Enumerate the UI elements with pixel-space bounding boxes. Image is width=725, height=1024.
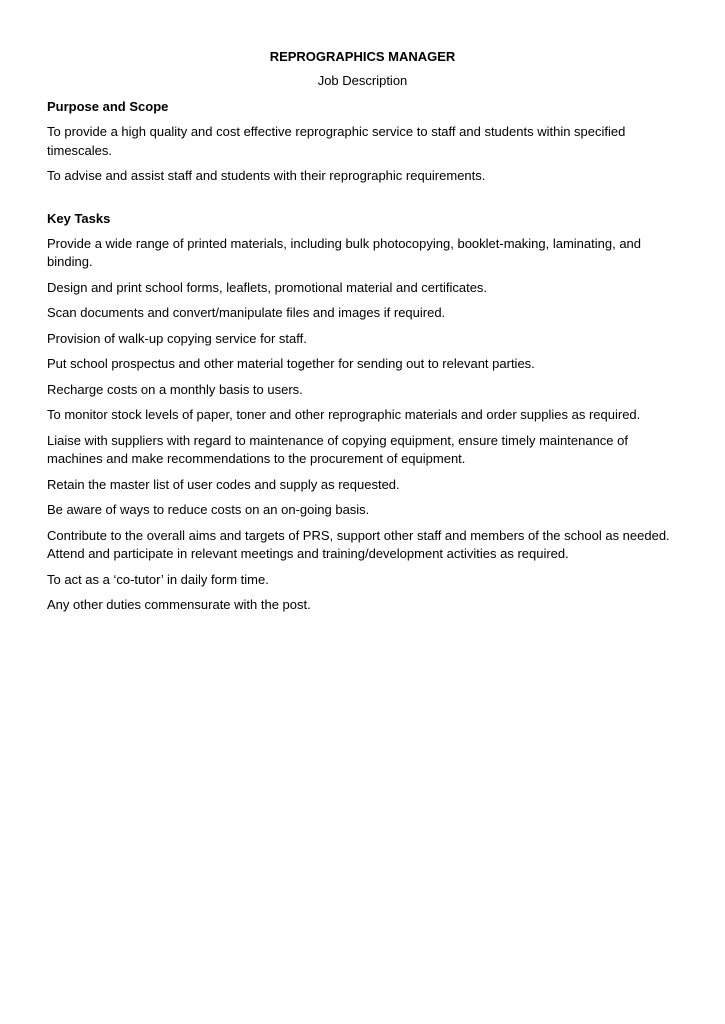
key-task-item: Provide a wide range of printed materials, including bulk photocopying, booklet-making, laminating, and binding. xyxy=(47,235,642,269)
key-task-item: Liaise with suppliers with regard to maintenance of copying equipment, ensure timely maintenance of machines and make recommendations to the procurement of equipment. xyxy=(47,432,628,466)
document-subtitle: Job Description xyxy=(317,73,408,88)
key-task-item: To act as a ‘co-tutor’ in daily form time. xyxy=(47,571,269,587)
key-task-item: Scan documents and convert/manipulate files and images if required. xyxy=(47,305,446,320)
purpose-paragraph: To advise and assist staff and students with their reprographic requirements. xyxy=(47,168,486,183)
key-task-item: Any other duties commensurate with the post. xyxy=(47,597,311,612)
key-task-item: Provision of walk-up copying service for staff. xyxy=(47,330,307,346)
key-task-item: Recharge costs on a monthly basis to users. xyxy=(47,381,303,397)
key-task-item: To monitor stock levels of paper, toner and other reprographic materials and order supplies as required. xyxy=(47,407,641,422)
key-task-item: Put school prospectus and other material together for sending out to relevant parties. xyxy=(47,356,535,371)
purpose-paragraph: To provide a high quality and cost effective reprographic service to staff and students within specified timescales. xyxy=(47,124,626,158)
key-task-item: Contribute to the overall aims and targets of PRS, support other staff and members of the school as needed. Attend and participate in relevant meetings and training/development activities as required. xyxy=(47,527,670,561)
key-task-item: Retain the master list of user codes and supply as requested. xyxy=(47,476,400,492)
key-task-item: Be aware of ways to reduce costs on an on-going basis. xyxy=(47,502,370,517)
key-task-item: Design and print school forms, leaflets, promotional material and certificates. xyxy=(47,279,488,295)
purpose-heading: Purpose and Scope xyxy=(47,99,169,114)
key-tasks-heading: Key Tasks xyxy=(47,210,111,226)
document-title: REPROGRAPHICS MANAGER xyxy=(269,49,456,64)
